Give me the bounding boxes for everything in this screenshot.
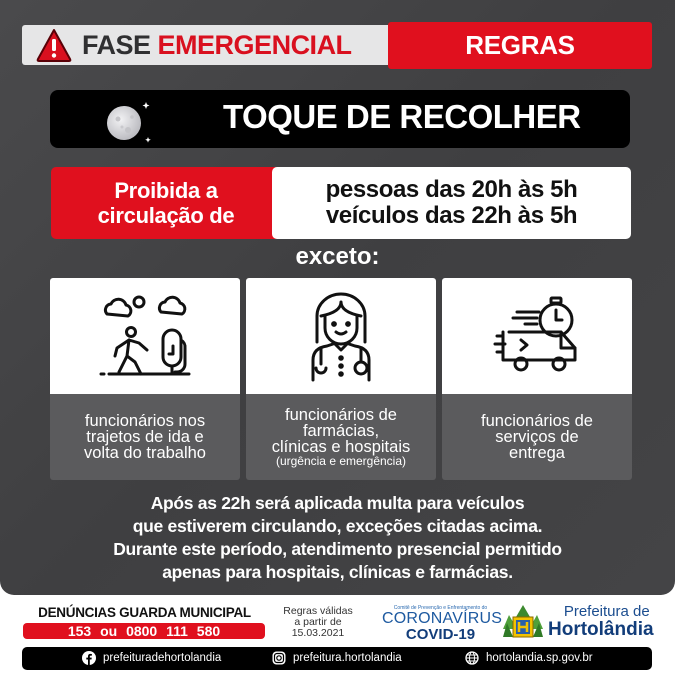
walking-person-icon bbox=[95, 286, 195, 386]
exception-card-delivery bbox=[442, 278, 632, 480]
except-heading: exceto: bbox=[295, 243, 380, 270]
social-bar bbox=[22, 647, 652, 670]
health-worker-icon bbox=[291, 286, 391, 386]
prohibition-label bbox=[51, 167, 281, 239]
prohibition-label-line2: circulação de bbox=[97, 203, 235, 228]
card-image bbox=[442, 278, 632, 394]
exceptions-list bbox=[50, 278, 632, 480]
exception-card-health bbox=[246, 278, 436, 480]
validity-date: 15.03.2021 bbox=[291, 627, 345, 639]
caption-line: funcionários de bbox=[481, 412, 593, 430]
vehicle-hours: veículos das 22h às 5h bbox=[325, 202, 578, 229]
caption-line: farmácias, bbox=[302, 421, 380, 440]
instagram-handle: prefeitura.hortolandia bbox=[293, 652, 402, 664]
warning-triangle-icon bbox=[36, 28, 72, 62]
phase-title bbox=[82, 30, 352, 61]
complaints-title: DENÚNCIAS GUARDA MUNICIPAL bbox=[38, 605, 251, 620]
validity-line: Regras válidas bbox=[283, 605, 353, 617]
curfew-banner bbox=[50, 90, 630, 148]
moon-icon bbox=[102, 97, 152, 145]
caption-line: funcionários nos bbox=[84, 412, 206, 430]
card-image bbox=[246, 278, 436, 394]
people-hours: pessoas das 20h às 5h bbox=[325, 176, 578, 203]
caption-line: trajetos de ida e bbox=[86, 428, 204, 446]
instagram-link[interactable] bbox=[272, 651, 402, 665]
delivery-truck-icon bbox=[487, 286, 587, 386]
prohibition-block bbox=[51, 167, 631, 239]
covid-committee-text: Comitê de Prevenção e Enfrentamento do bbox=[393, 605, 488, 611]
covid-title: CORONAVÍRUS bbox=[382, 610, 503, 627]
phase-prefix: FASE bbox=[82, 29, 151, 60]
instagram-icon bbox=[272, 651, 286, 665]
caption-line: volta do trabalho bbox=[83, 444, 206, 462]
card-image bbox=[50, 278, 240, 394]
website-url: hortolandia.sp.gov.br bbox=[486, 652, 593, 664]
notice-line: que estiverem circulando, exceções citadas acima. bbox=[132, 516, 543, 536]
prohibition-label-line1: Proibida a bbox=[114, 178, 218, 203]
city-name bbox=[548, 603, 654, 639]
validity-info bbox=[278, 606, 358, 639]
facebook-icon bbox=[82, 651, 96, 665]
website-link[interactable] bbox=[465, 651, 593, 665]
phase-highlight: EMERGENCIAL bbox=[157, 29, 352, 60]
card-caption bbox=[246, 394, 436, 480]
header bbox=[22, 22, 651, 69]
caption-line: clínicas e hospitais bbox=[271, 437, 411, 456]
city-crest-icon bbox=[503, 603, 543, 639]
globe-icon bbox=[465, 651, 479, 665]
city-line2: Hortolândia bbox=[548, 619, 654, 640]
facebook-link[interactable] bbox=[82, 651, 221, 665]
exception-card-commute bbox=[50, 278, 240, 480]
notice-line: Após as 22h será aplicada multa para veículos bbox=[150, 493, 525, 513]
covid-subtitle: COVID-19 bbox=[405, 626, 476, 643]
facebook-handle: prefeituradehortolandia bbox=[103, 652, 222, 664]
curfew-title: TOQUE DE RECOLHER bbox=[223, 98, 581, 135]
caption-line: funcionários de bbox=[285, 405, 397, 424]
phase-banner bbox=[22, 25, 389, 65]
prohibition-hours bbox=[272, 167, 631, 239]
footer bbox=[0, 595, 675, 675]
complaints-phones: 153 ou 0800 111 580 bbox=[23, 623, 265, 639]
validity-line: a partir de bbox=[294, 616, 342, 628]
covid-committee-logo bbox=[382, 605, 503, 643]
card-caption bbox=[50, 394, 240, 480]
caption-line: entrega bbox=[509, 444, 565, 462]
notice-line: Durante este período, atendimento presencial permitido bbox=[113, 539, 562, 559]
city-line1: Prefeitura de bbox=[563, 603, 650, 620]
card-caption bbox=[442, 394, 632, 480]
fine-notice bbox=[0, 492, 675, 584]
caption-note: (urgência e emergência) bbox=[275, 453, 407, 468]
notice-line: apenas para hospitais, clínicas e farmácias. bbox=[162, 562, 513, 582]
caption-line: serviços de bbox=[495, 428, 579, 446]
rules-banner: REGRAS bbox=[388, 22, 652, 69]
